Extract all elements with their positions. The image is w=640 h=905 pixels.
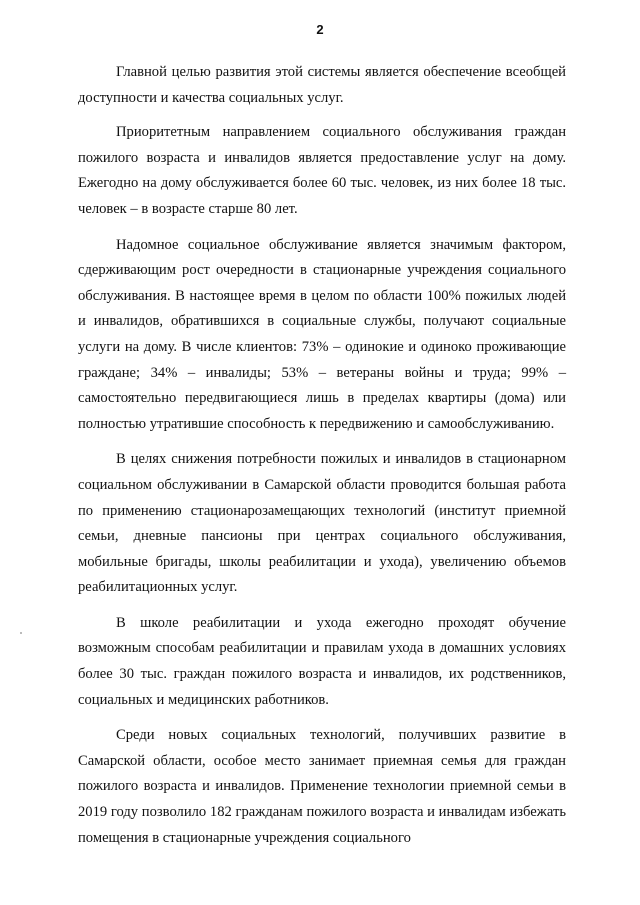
scan-artifact [20, 632, 22, 634]
paragraph-goal: Главной целью развития этой системы является обеспечение всеобщей доступности и качества социальных услуг. [78, 64, 566, 106]
paragraph-inpatient-alternatives: В целях снижения потребности пожилых и инвалидов в стационарном социальном обслуживании в Самарской области проводится большая работа по применению стационарозамещающих технологий (институт приемной семьи, дневные пансионы при центрах социального обслуживания, мобильные бригады, школы реабилитации и ухода), увеличению объемов реабилитационных услуг. [78, 451, 566, 596]
document-body [78, 60, 566, 861]
paragraph-foster-family: Среди новых социальных технологий, получивших развитие в Самарской области, особое место занимает приемная семья для граждан пожилого возраста и инвалидов. Применение технологии приемной семьи в 2019 году позволило 182 гражданам пожилого возраста и инвалидам избежать помещения в стационарные учреждения социального [78, 727, 566, 846]
paragraph-home-services: Приоритетным направлением социального обслуживания граждан пожилого возраста и инвалидов является предоставление услуг на дому. Ежегодно на дому обслуживается более 60 тыс. человек, из них более 18 тыс. человек – в возрасте старше 80 лет. [78, 124, 566, 217]
paragraph-rehab-school: В школе реабилитации и ухода ежегодно проходят обучение возможным способам реабилитации и правилам ухода в домашних условиях более 30 тыс. граждан пожилого возраста и инвалидов, их родственников, социальных и медицинских работников. [78, 614, 566, 708]
paragraph-home-care-factor: Надомное социальное обслуживание является значимым фактором, сдерживающим рост очередности в стационарные учреждения социального обслуживания. В настоящее время в целом по области 100% пожилых людей и инвалидов, обратившихся в социальные службы, получают социальные услуги на дому. В числе клиентов: 73% – одинокие и одиноко проживающие граждане; 34% – инвалиды; 53% – ветераны войны и труда; 99% – самостоятельно передвигающиеся лишь в пределах квартиры (дома) или полностью утратившие способность к передвижению и самообслуживанию. [78, 236, 566, 432]
page-number: 2 [316, 22, 324, 37]
